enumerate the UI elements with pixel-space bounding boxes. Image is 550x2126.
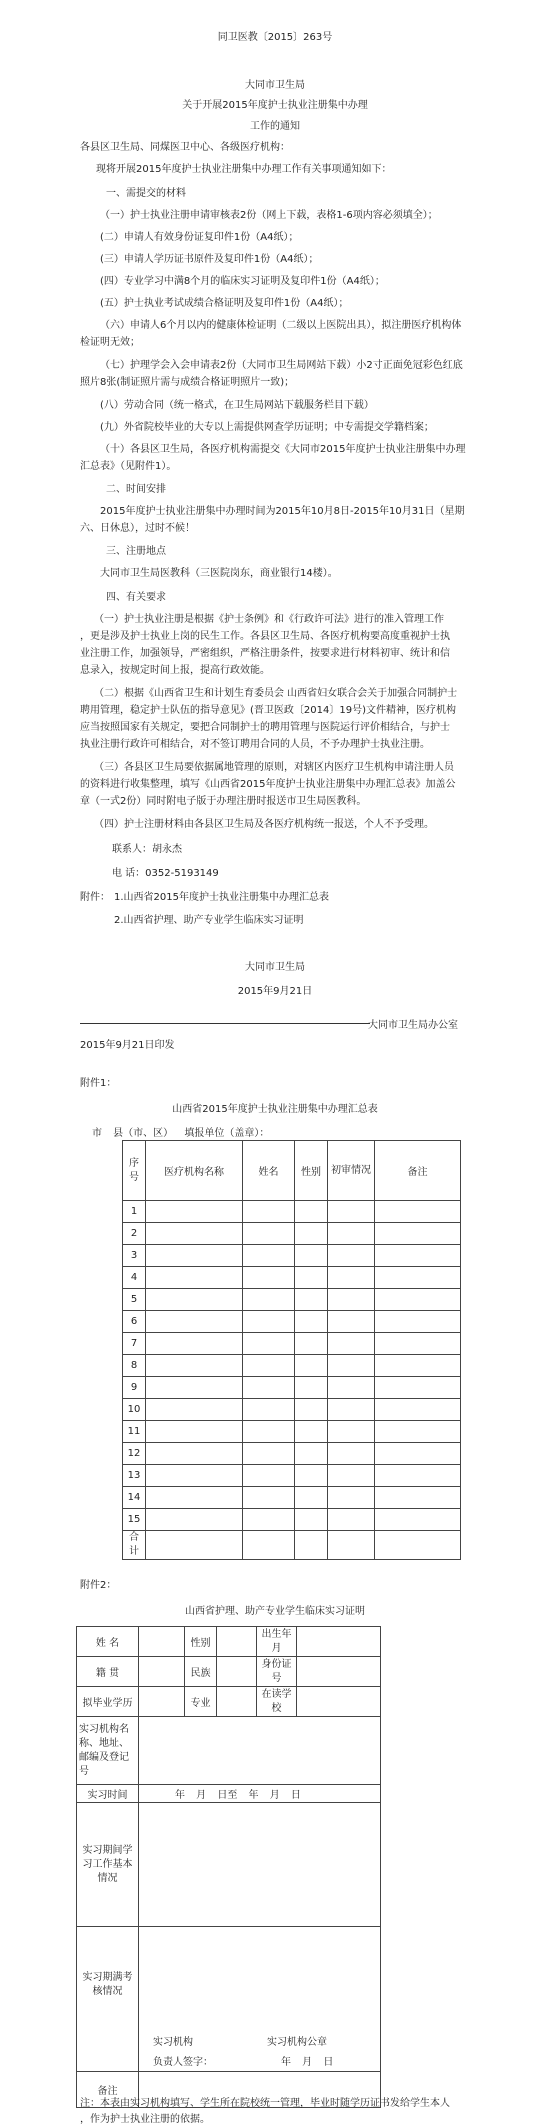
material-item: (二）申请人有效身份证复印件1份（A4纸）；	[100, 232, 299, 243]
table-cell	[243, 1487, 295, 1509]
label-remark: 备注	[77, 2072, 139, 2108]
signature-date: 2015年9月21日	[237, 986, 313, 997]
header-review: 初审情况	[328, 1141, 375, 1201]
notice-title-line2: 工作的通知	[250, 121, 300, 132]
label-major: 专业	[185, 1687, 217, 1717]
sign-person: 负责人签字：	[153, 2057, 213, 2068]
label-ethnic: 民族	[185, 1657, 217, 1687]
row-number: 2	[123, 1223, 146, 1245]
material-item-cont: 检证明无效；	[80, 337, 140, 348]
table-cell	[328, 1245, 375, 1267]
table-cell	[146, 1201, 243, 1223]
attachment-1: 1.山西省2015年度护士执业注册集中办理汇总表	[114, 892, 329, 903]
table-row	[123, 1245, 461, 1267]
label-education: 拟毕业学历	[77, 1687, 139, 1717]
addressee: 各县区卫生局、同煤医卫中心、各级医疗机构：	[80, 142, 290, 153]
row-number: 4	[123, 1267, 146, 1289]
notice-title-line1: 关于开展2015年度护士执业注册集中办理	[182, 100, 368, 111]
table-cell	[243, 1355, 295, 1377]
table-cell	[328, 1289, 375, 1311]
issuer-name: 大同市卫生局	[245, 80, 305, 91]
material-item: （七）护理学会入会申请表2份（大同市卫生局网站下载）小2寸正面免冠彩色红底	[100, 360, 463, 371]
table-cell	[243, 1289, 295, 1311]
table-row	[123, 1443, 461, 1465]
table-cell	[295, 1487, 328, 1509]
table-cell	[146, 1443, 243, 1465]
table-cell	[146, 1421, 243, 1443]
requirement-1: 息录入，按规定时间上报，提高行政效能。	[80, 665, 270, 676]
table-cell	[295, 1443, 328, 1465]
label-school: 在读学校	[257, 1687, 297, 1717]
table-cell	[375, 1443, 461, 1465]
summary-table	[122, 1140, 461, 1560]
table-cell	[328, 1223, 375, 1245]
table-cell	[243, 1201, 295, 1223]
annex1-title: 山西省2015年度护士执业注册集中办理汇总表	[172, 1104, 378, 1115]
table-cell	[243, 1531, 295, 1560]
table-row	[123, 1377, 461, 1399]
table-row	[123, 1399, 461, 1421]
table-cell	[328, 1311, 375, 1333]
office-name: 大同市卫生局办公室	[368, 1020, 458, 1031]
annex2-title: 山西省护理、助产专业学生临床实习证明	[185, 1606, 365, 1617]
material-item: （一）护士执业注册申请审核表2份（网上下载，表格1-6项内容必须填全）；	[100, 210, 438, 221]
sign-date: 年 月 日	[281, 2057, 334, 2068]
requirement-2: 聘用管理，稳定护士队伍的指导意见》(晋卫医政〔2014〕19号)文件精神，医疗机构	[80, 705, 456, 716]
contact-phone: 电 话：0352-5193149	[112, 868, 219, 879]
table-cell	[295, 1333, 328, 1355]
table-cell	[243, 1245, 295, 1267]
table-cell	[328, 1509, 375, 1531]
requirement-3: （三）各县区卫生局要依据属地管理的原则，对辖区内医疗卫生机构申请注册人员	[94, 762, 454, 773]
table-cell	[295, 1531, 328, 1560]
table-cell	[295, 1399, 328, 1421]
row-number: 6	[123, 1311, 146, 1333]
table-cell	[243, 1443, 295, 1465]
table-cell	[243, 1399, 295, 1421]
material-item: (九）外省院校毕业的大专以上需提供网查学历证明；中专需提交学籍档案；	[100, 422, 434, 433]
label-institution: 实习机构名称、地址、邮编及登记号	[77, 1717, 139, 1785]
label-id-number: 身份证号	[257, 1657, 297, 1687]
requirement-3: 的资料进行收集整理，填写《山西省2015年度护士执业注册集中办理汇总表》加盖公	[80, 779, 456, 790]
table-row	[123, 1355, 461, 1377]
table-cell	[295, 1311, 328, 1333]
table-row	[123, 1487, 461, 1509]
header-institution: 医疗机构名称	[146, 1141, 243, 1201]
table-cell	[375, 1377, 461, 1399]
table-cell	[243, 1267, 295, 1289]
label-gender: 性别	[185, 1627, 217, 1657]
sign-institution: 实习机构	[153, 2037, 193, 2048]
row-number: 8	[123, 1355, 146, 1377]
table-cell	[243, 1465, 295, 1487]
row-number: 5	[123, 1289, 146, 1311]
table-cell	[328, 1333, 375, 1355]
signature-org: 大同市卫生局	[245, 962, 305, 973]
table-row	[123, 1421, 461, 1443]
table-cell	[375, 1487, 461, 1509]
table-cell	[146, 1355, 243, 1377]
table-cell	[146, 1465, 243, 1487]
table-cell	[375, 1311, 461, 1333]
table-cell	[375, 1509, 461, 1531]
label-study-content: 实习期间学习工作基本情况	[77, 1803, 139, 1927]
table-cell	[146, 1399, 243, 1421]
requirement-4: （四）护士注册材料由各县区卫生局及各医疗机构统一报送，个人不予受理。	[94, 819, 434, 830]
material-item-cont: 汇总表》（见附件1）。	[80, 461, 177, 472]
table-row	[123, 1201, 461, 1223]
row-number: 10	[123, 1399, 146, 1421]
table-cell	[243, 1509, 295, 1531]
section-heading-time: 二、时间安排	[106, 484, 166, 495]
table-cell	[243, 1311, 295, 1333]
row-number: 1	[123, 1201, 146, 1223]
print-date: 2015年9月21日印发	[80, 1040, 175, 1051]
table-cell	[146, 1245, 243, 1267]
table-cell	[375, 1223, 461, 1245]
table-row	[123, 1465, 461, 1487]
header-gender: 性别	[295, 1141, 328, 1201]
table-cell	[328, 1355, 375, 1377]
table-cell	[328, 1531, 375, 1560]
row-number: 9	[123, 1377, 146, 1399]
table-cell	[146, 1289, 243, 1311]
row-number: 13	[123, 1465, 146, 1487]
table-cell	[295, 1509, 328, 1531]
annex1-meta: 市 县（市、区） 填报单位（盖章）：	[92, 1128, 270, 1139]
table-cell	[146, 1487, 243, 1509]
table-cell	[375, 1289, 461, 1311]
label-origin: 籍 贯	[77, 1657, 139, 1687]
row-number: 15	[123, 1509, 146, 1531]
table-row	[123, 1531, 461, 1560]
table-cell	[375, 1201, 461, 1223]
table-cell	[295, 1223, 328, 1245]
table-cell	[328, 1399, 375, 1421]
requirement-1: （一）护士执业注册是根据《护士条例》和《行政许可法》进行的准入管理工作	[94, 614, 444, 625]
material-item: （十）各县区卫生局，各医疗机构需提交《大同市2015年度护士执业注册集中办理	[100, 444, 466, 455]
table-cell	[375, 1421, 461, 1443]
material-item: (三）申请人学历证书原件及复印件1份（A4纸）；	[100, 254, 319, 265]
table-cell	[295, 1289, 328, 1311]
sign-seal: 实习机构公章	[267, 2037, 327, 2048]
table-cell	[328, 1201, 375, 1223]
section-heading-location: 三、注册地点	[106, 546, 166, 557]
table-row	[123, 1509, 461, 1531]
internship-certificate-table	[76, 1626, 381, 2108]
material-item: (八）劳动合同（统一格式，在卫生局网站下载服务栏目下载）	[100, 400, 374, 411]
label-period: 实习时间	[77, 1785, 139, 1803]
contact-person: 联系人：胡永杰	[112, 844, 182, 855]
table-cell	[243, 1333, 295, 1355]
table-cell	[328, 1267, 375, 1289]
material-item: (四）专业学习中满8个月的临床实习证明及复印件1份（A4纸）；	[100, 276, 385, 287]
period-value: 年 月 日至 年 月 日	[139, 1785, 381, 1803]
table-cell	[375, 1465, 461, 1487]
table-cell	[146, 1223, 243, 1245]
intro-paragraph: 现将开展2015年度护士执业注册集中办理工作有关事项通知如下：	[96, 164, 392, 175]
table-row	[123, 1333, 461, 1355]
table-cell	[146, 1377, 243, 1399]
row-number: 11	[123, 1421, 146, 1443]
table-row	[123, 1223, 461, 1245]
table-cell	[146, 1531, 243, 1560]
annex1-label: 附件1：	[80, 1078, 117, 1089]
annex2-note: 注：本表由实习机构填写、学生所在院校统一管理，毕业时随学历证书发给学生本人	[80, 2098, 450, 2109]
header-seq: 序号	[123, 1141, 146, 1201]
material-item: （六）申请人6个月以内的健康体检证明（二级以上医院出具），拟注册医疗机构体	[100, 320, 462, 331]
material-item-cont: 照片8张(制证照片需与成绩合格证明照片一致)；	[80, 377, 295, 388]
requirement-1: ，更是涉及护士执业上岗的民生工作。各县区卫生局、各医疗机构要高度重视护士执	[80, 631, 450, 642]
annex2-note-cont: ，作为护士执业注册的依据。	[80, 2114, 210, 2125]
row-number: 合计	[123, 1531, 146, 1560]
table-cell	[328, 1421, 375, 1443]
header-remark: 备注	[375, 1141, 461, 1201]
table-cell	[295, 1201, 328, 1223]
table-row	[123, 1311, 461, 1333]
annex2-label: 附件2：	[80, 1580, 117, 1591]
row-number: 3	[123, 1245, 146, 1267]
table-row	[123, 1267, 461, 1289]
table-cell	[295, 1245, 328, 1267]
section-heading-materials: 一、需提交的材料	[106, 188, 186, 199]
attachment-2: 2.山西省护理、助产专业学生临床实习证明	[114, 915, 304, 926]
table-cell	[295, 1377, 328, 1399]
table-cell	[146, 1267, 243, 1289]
table-cell	[328, 1377, 375, 1399]
table-cell	[375, 1245, 461, 1267]
location-text: 大同市卫生局医教科（三医院岗东，商业银行14楼）。	[100, 568, 338, 579]
requirement-3: 章（一式2份）同时附电子版于办理注册时报送市卫生局医教科。	[80, 796, 367, 807]
divider	[80, 1023, 370, 1024]
attachments-label: 附件：	[80, 892, 110, 903]
table-cell	[295, 1267, 328, 1289]
material-item: (五）护士执业考试成绩合格证明及复印件1份（A4纸）；	[100, 298, 349, 309]
table-row	[123, 1289, 461, 1311]
table-cell	[295, 1355, 328, 1377]
row-number: 12	[123, 1443, 146, 1465]
label-name: 姓 名	[77, 1627, 139, 1657]
table-cell	[146, 1333, 243, 1355]
document-number: 同卫医教〔2015〕263号	[217, 32, 333, 43]
requirement-2: 应当按照国家有关规定，要把合同制护士的聘用管理与医院运行评价相结合，与护士	[80, 722, 450, 733]
summary-table-header	[123, 1141, 461, 1201]
table-cell	[243, 1421, 295, 1443]
table-cell	[243, 1223, 295, 1245]
table-cell	[375, 1267, 461, 1289]
requirement-2: 执业注册行政许可相结合，对不签订聘用合同的人员，不予办理护士执业注册。	[80, 739, 430, 750]
table-cell	[328, 1487, 375, 1509]
section-heading-requirements: 四、有关要求	[106, 592, 166, 603]
table-cell	[328, 1465, 375, 1487]
time-text: 2015年度护士执业注册集中办理时间为2015年10月8日-2015年10月31日（星期	[100, 506, 465, 517]
table-cell	[375, 1333, 461, 1355]
table-cell	[146, 1509, 243, 1531]
label-birth: 出生年月	[257, 1627, 297, 1657]
header-name: 姓名	[243, 1141, 295, 1201]
row-number: 7	[123, 1333, 146, 1355]
table-cell	[295, 1421, 328, 1443]
table-cell	[375, 1531, 461, 1560]
table-cell	[295, 1465, 328, 1487]
table-cell	[375, 1399, 461, 1421]
row-number: 14	[123, 1487, 146, 1509]
time-text-cont: 六、日休息），过时不候！	[80, 523, 195, 534]
table-cell	[243, 1377, 295, 1399]
assessment-sign-area	[139, 1927, 381, 2072]
table-cell	[375, 1355, 461, 1377]
requirement-1: 业注册工作，加强领导，严密组织，严格注册条件，按要求进行材料初审、统计和信	[80, 648, 450, 659]
label-assessment: 实习期满考核情况	[77, 1927, 139, 2072]
table-cell	[146, 1311, 243, 1333]
requirement-2: （二）根据《山西省卫生和计划生育委员会 山西省妇女联合会关于加强合同制护士	[94, 688, 458, 699]
table-cell	[328, 1443, 375, 1465]
